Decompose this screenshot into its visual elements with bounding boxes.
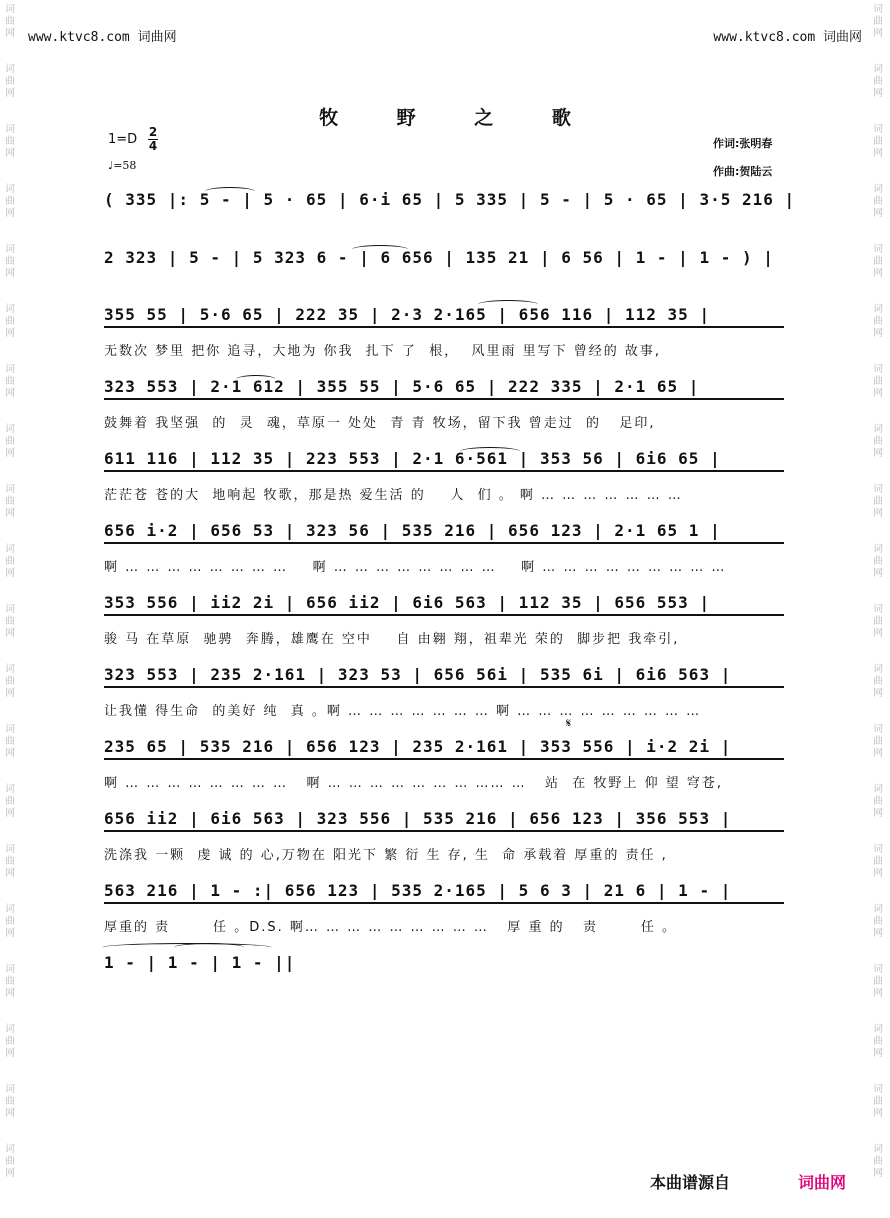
rail-char: 网 <box>5 988 15 999</box>
rail-char: 词 <box>5 4 15 15</box>
source-link[interactable]: 词曲网 <box>798 1173 847 1192</box>
rail-char: 词 <box>873 484 883 495</box>
rail-char: 网 <box>5 748 15 759</box>
time-top: 2 <box>148 125 158 139</box>
rail-char: 网 <box>5 868 15 879</box>
rail-char: 曲 <box>873 436 883 447</box>
rail-char: 词 <box>5 664 15 675</box>
rail-char: 词 <box>873 124 883 135</box>
rail-char: 词 <box>5 124 15 135</box>
rail-char: 曲 <box>873 856 883 867</box>
rail-char: 词 <box>873 664 883 675</box>
rail-char: 网 <box>873 928 883 939</box>
rail-char: 曲 <box>5 1036 15 1047</box>
rail-char: 词 <box>873 1084 883 1095</box>
rail-char: 词 <box>5 604 15 615</box>
right-watermark-rail <box>868 0 890 1218</box>
rail-char: 网 <box>5 28 15 39</box>
rail-char: 词 <box>5 964 15 975</box>
rail-char: 曲 <box>873 196 883 207</box>
time-bottom: 4 <box>148 139 158 153</box>
tempo-marking: ♩=58 <box>108 159 137 172</box>
rail-char: 词 <box>5 724 15 735</box>
rail-char: 曲 <box>5 436 15 447</box>
rail-char: 词 <box>873 364 883 375</box>
rail-char: 曲 <box>873 16 883 27</box>
rail-char: 网 <box>5 328 15 339</box>
rail-char: 网 <box>5 1108 15 1119</box>
note-line: 235 65 | 535 216 | 656 123 | 235 2·161 | 353 556 | i·2 2i | <box>104 737 784 760</box>
note-line: 563 216 | 1 - :| 656 123 | 535 2·165 | 5 6 3 | 21 6 | 1 - | <box>104 881 784 904</box>
rail-char: 网 <box>873 1048 883 1059</box>
source-label: 本曲谱源自 <box>650 1173 731 1192</box>
site-watermark-right[interactable]: www.ktvc8.com 词曲网 <box>713 30 862 45</box>
score-row <box>104 737 784 771</box>
slur-tie <box>460 447 520 456</box>
rail-char: 词 <box>873 724 883 735</box>
rail-char: 网 <box>5 448 15 459</box>
note-line: 323 553 | 235 2·161 | 323 53 | 656 56i | 535 6i | 6i6 563 | <box>104 665 784 688</box>
rail-char: 网 <box>5 208 15 219</box>
slur-tie <box>478 300 538 309</box>
rail-char: 网 <box>873 628 883 639</box>
rail-char: 网 <box>5 88 15 99</box>
rail-char: 曲 <box>5 136 15 147</box>
rail-char: 词 <box>5 1084 15 1095</box>
rail-char: 词 <box>5 1024 15 1035</box>
rail-char: 网 <box>873 268 883 279</box>
site-watermark-left[interactable]: www.ktvc8.com 词曲网 <box>28 30 177 45</box>
score-row <box>104 593 784 627</box>
score-row <box>104 248 784 282</box>
rail-char: 曲 <box>873 1096 883 1107</box>
note-line: 355 55 | 5·6 65 | 222 35 | 2·3 2·165 | 656 116 | 112 35 | <box>104 305 784 328</box>
rail-char: 词 <box>5 904 15 915</box>
note-line: 656 ii2 | 6i6 563 | 323 556 | 535 216 | 656 123 | 356 553 | <box>104 809 784 832</box>
rail-char: 网 <box>5 508 15 519</box>
score-row <box>104 305 784 339</box>
lyric-line: 啊 … … … … … … … … 啊 … … … … … … … …… … 站 在 牧野上 仰 望 穹苍, <box>104 776 723 791</box>
rail-char: 曲 <box>873 736 883 747</box>
rail-char: 曲 <box>5 196 15 207</box>
rail-char: 网 <box>5 568 15 579</box>
rail-char: 词 <box>873 604 883 615</box>
rail-char: 网 <box>873 868 883 879</box>
rail-char: 词 <box>873 424 883 435</box>
score-row <box>104 809 784 843</box>
slur-tie <box>352 245 408 254</box>
rail-char: 曲 <box>873 976 883 987</box>
slur-tie <box>174 943 244 952</box>
score-row <box>104 665 784 699</box>
rail-char: 曲 <box>5 16 15 27</box>
rail-char: 词 <box>873 844 883 855</box>
rail-char: 词 <box>873 304 883 315</box>
rail-char: 词 <box>873 1024 883 1035</box>
rail-char: 网 <box>873 28 883 39</box>
rail-char: 词 <box>873 244 883 255</box>
note-line: 656 i·2 | 656 53 | 323 56 | 535 216 | 656 123 | 2·1 65 1 | <box>104 521 784 544</box>
rail-char: 曲 <box>5 616 15 627</box>
rail-char: 网 <box>873 808 883 819</box>
rail-char: 曲 <box>873 556 883 567</box>
rail-char: 曲 <box>5 916 15 927</box>
rail-char: 网 <box>873 208 883 219</box>
rail-char: 曲 <box>5 796 15 807</box>
key-signature: 1=D <box>108 132 138 147</box>
rail-char: 网 <box>873 388 883 399</box>
rail-char: 词 <box>873 1144 883 1155</box>
rail-char: 曲 <box>873 796 883 807</box>
rail-char: 网 <box>873 988 883 999</box>
lyricist-credit: 作词:张明春 <box>713 137 773 150</box>
lyric-line: 骏 马 在草原 驰骋 奔腾，雄鹰在 空中 自 由翱 翔，祖辈光 荣的 脚步把 我牵引, <box>104 632 680 647</box>
note-line: 353 556 | ii2 2i | 656 ii2 | 6i6 563 | 112 35 | 656 553 | <box>104 593 784 616</box>
rail-char: 网 <box>873 1108 883 1119</box>
rail-char: 曲 <box>873 76 883 87</box>
lyric-line: 茫茫苍 苍的大 地响起 牧歌，那是热 爱生活 的 人 们 。 啊 … … … … … … … <box>104 488 683 503</box>
rail-char: 词 <box>5 424 15 435</box>
rail-char: 曲 <box>873 1156 883 1167</box>
score-row <box>104 881 784 915</box>
rail-char: 词 <box>873 784 883 795</box>
rail-char: 曲 <box>873 616 883 627</box>
rail-char: 曲 <box>5 976 15 987</box>
rail-char: 曲 <box>873 676 883 687</box>
rail-char: 网 <box>5 268 15 279</box>
rail-char: 网 <box>5 1168 15 1179</box>
rail-char: 词 <box>5 64 15 75</box>
lyric-line: 啊 … … … … … … … … 啊 … … … … … … … … 啊 … … … … … … … … … <box>104 560 727 575</box>
rail-char: 曲 <box>5 496 15 507</box>
rail-char: 曲 <box>5 856 15 867</box>
note-line: 2 323 | 5 - | 5 323 6 - | 6 656 | 135 21 | 6 56 | 1 - | 1 - ) | <box>104 248 774 267</box>
score-row <box>104 377 784 411</box>
segno-sign: 𝄋 <box>566 716 572 730</box>
rail-char: 曲 <box>873 916 883 927</box>
rail-char: 曲 <box>5 676 15 687</box>
note-line: 323 553 | 2·1 612 | 355 55 | 5·6 65 | 222 335 | 2·1 65 | <box>104 377 784 400</box>
lyric-line: 洗涤我 一颗 虔 诚 的 心,万物在 阳光下 繁 衍 生 存, 生 命 承载着 厚重的 责任 , <box>104 848 668 863</box>
note-line: ( 335 |: 5 - | 5 · 65 | 6·i 65 | 5 335 | 5 - | 5 · 65 | 3·5 216 | <box>104 190 796 209</box>
rail-char: 网 <box>5 808 15 819</box>
score-row <box>104 449 784 483</box>
rail-char: 词 <box>873 64 883 75</box>
rail-char: 网 <box>873 508 883 519</box>
rail-char: 词 <box>5 1144 15 1155</box>
rail-char: 曲 <box>5 76 15 87</box>
rail-char: 曲 <box>873 136 883 147</box>
song-title: 牧 野 之 歌 <box>319 107 597 129</box>
rail-char: 词 <box>873 544 883 555</box>
score-row <box>104 953 784 987</box>
rail-char: 曲 <box>5 556 15 567</box>
lyric-line: 鼓舞着 我坚强 的 灵 魂，草原一 处处 青 青 牧场，留下我 曾走过 的 足印, <box>104 416 656 431</box>
rail-char: 词 <box>5 844 15 855</box>
rail-char: 曲 <box>5 736 15 747</box>
rail-char: 曲 <box>5 1156 15 1167</box>
rail-char: 曲 <box>873 496 883 507</box>
slur-tie <box>205 187 255 196</box>
note-line: 611 116 | 112 35 | 223 553 | 2·1 6·561 | 353 56 | 6i6 65 | <box>104 449 784 472</box>
rail-char: 曲 <box>5 376 15 387</box>
rail-char: 词 <box>5 544 15 555</box>
rail-char: 网 <box>873 1168 883 1179</box>
time-signature <box>148 126 158 153</box>
left-watermark-rail <box>0 0 22 1218</box>
rail-char: 网 <box>873 568 883 579</box>
rail-char: 词 <box>873 904 883 915</box>
rail-char: 曲 <box>5 1096 15 1107</box>
rail-char: 网 <box>5 388 15 399</box>
rail-char: 网 <box>5 928 15 939</box>
rail-char: 词 <box>5 484 15 495</box>
score-row <box>104 521 784 555</box>
rail-char: 网 <box>5 628 15 639</box>
rail-char: 网 <box>873 448 883 459</box>
rail-char: 词 <box>5 304 15 315</box>
rail-char: 词 <box>5 244 15 255</box>
rail-char: 词 <box>5 184 15 195</box>
rail-char: 曲 <box>873 1036 883 1047</box>
rail-char: 网 <box>5 148 15 159</box>
rail-char: 曲 <box>873 256 883 267</box>
composer-credit: 作曲:贺陆云 <box>713 165 773 178</box>
rail-char: 网 <box>873 328 883 339</box>
rail-char: 词 <box>5 364 15 375</box>
slur-tie <box>236 375 276 384</box>
rail-char: 词 <box>873 4 883 15</box>
lyric-line: 让我懂 得生命 的美好 纯 真 。啊 … … … … … … … 啊 … … … … … … … … … <box>104 704 702 719</box>
rail-char: 词 <box>873 964 883 975</box>
rail-char: 曲 <box>873 376 883 387</box>
note-line: 1 - | 1 - | 1 - || <box>104 953 296 972</box>
rail-char: 网 <box>873 688 883 699</box>
rail-char: 词 <box>873 184 883 195</box>
lyric-line: 厚重的 责 任 。D.S. 啊… … … … … … … … … 厚 重 的 责 任 。 <box>104 920 678 935</box>
rail-char: 曲 <box>5 316 15 327</box>
rail-char: 曲 <box>5 256 15 267</box>
rail-char: 网 <box>873 748 883 759</box>
lyric-line: 无数次 梦里 把你 追寻，大地为 你我 扎下 了 根， 风里雨 里写下 曾经的 故事, <box>104 344 661 359</box>
rail-char: 网 <box>873 148 883 159</box>
rail-char: 网 <box>5 1048 15 1059</box>
rail-char: 曲 <box>873 316 883 327</box>
rail-char: 词 <box>5 784 15 795</box>
rail-char: 网 <box>873 88 883 99</box>
rail-char: 网 <box>5 688 15 699</box>
